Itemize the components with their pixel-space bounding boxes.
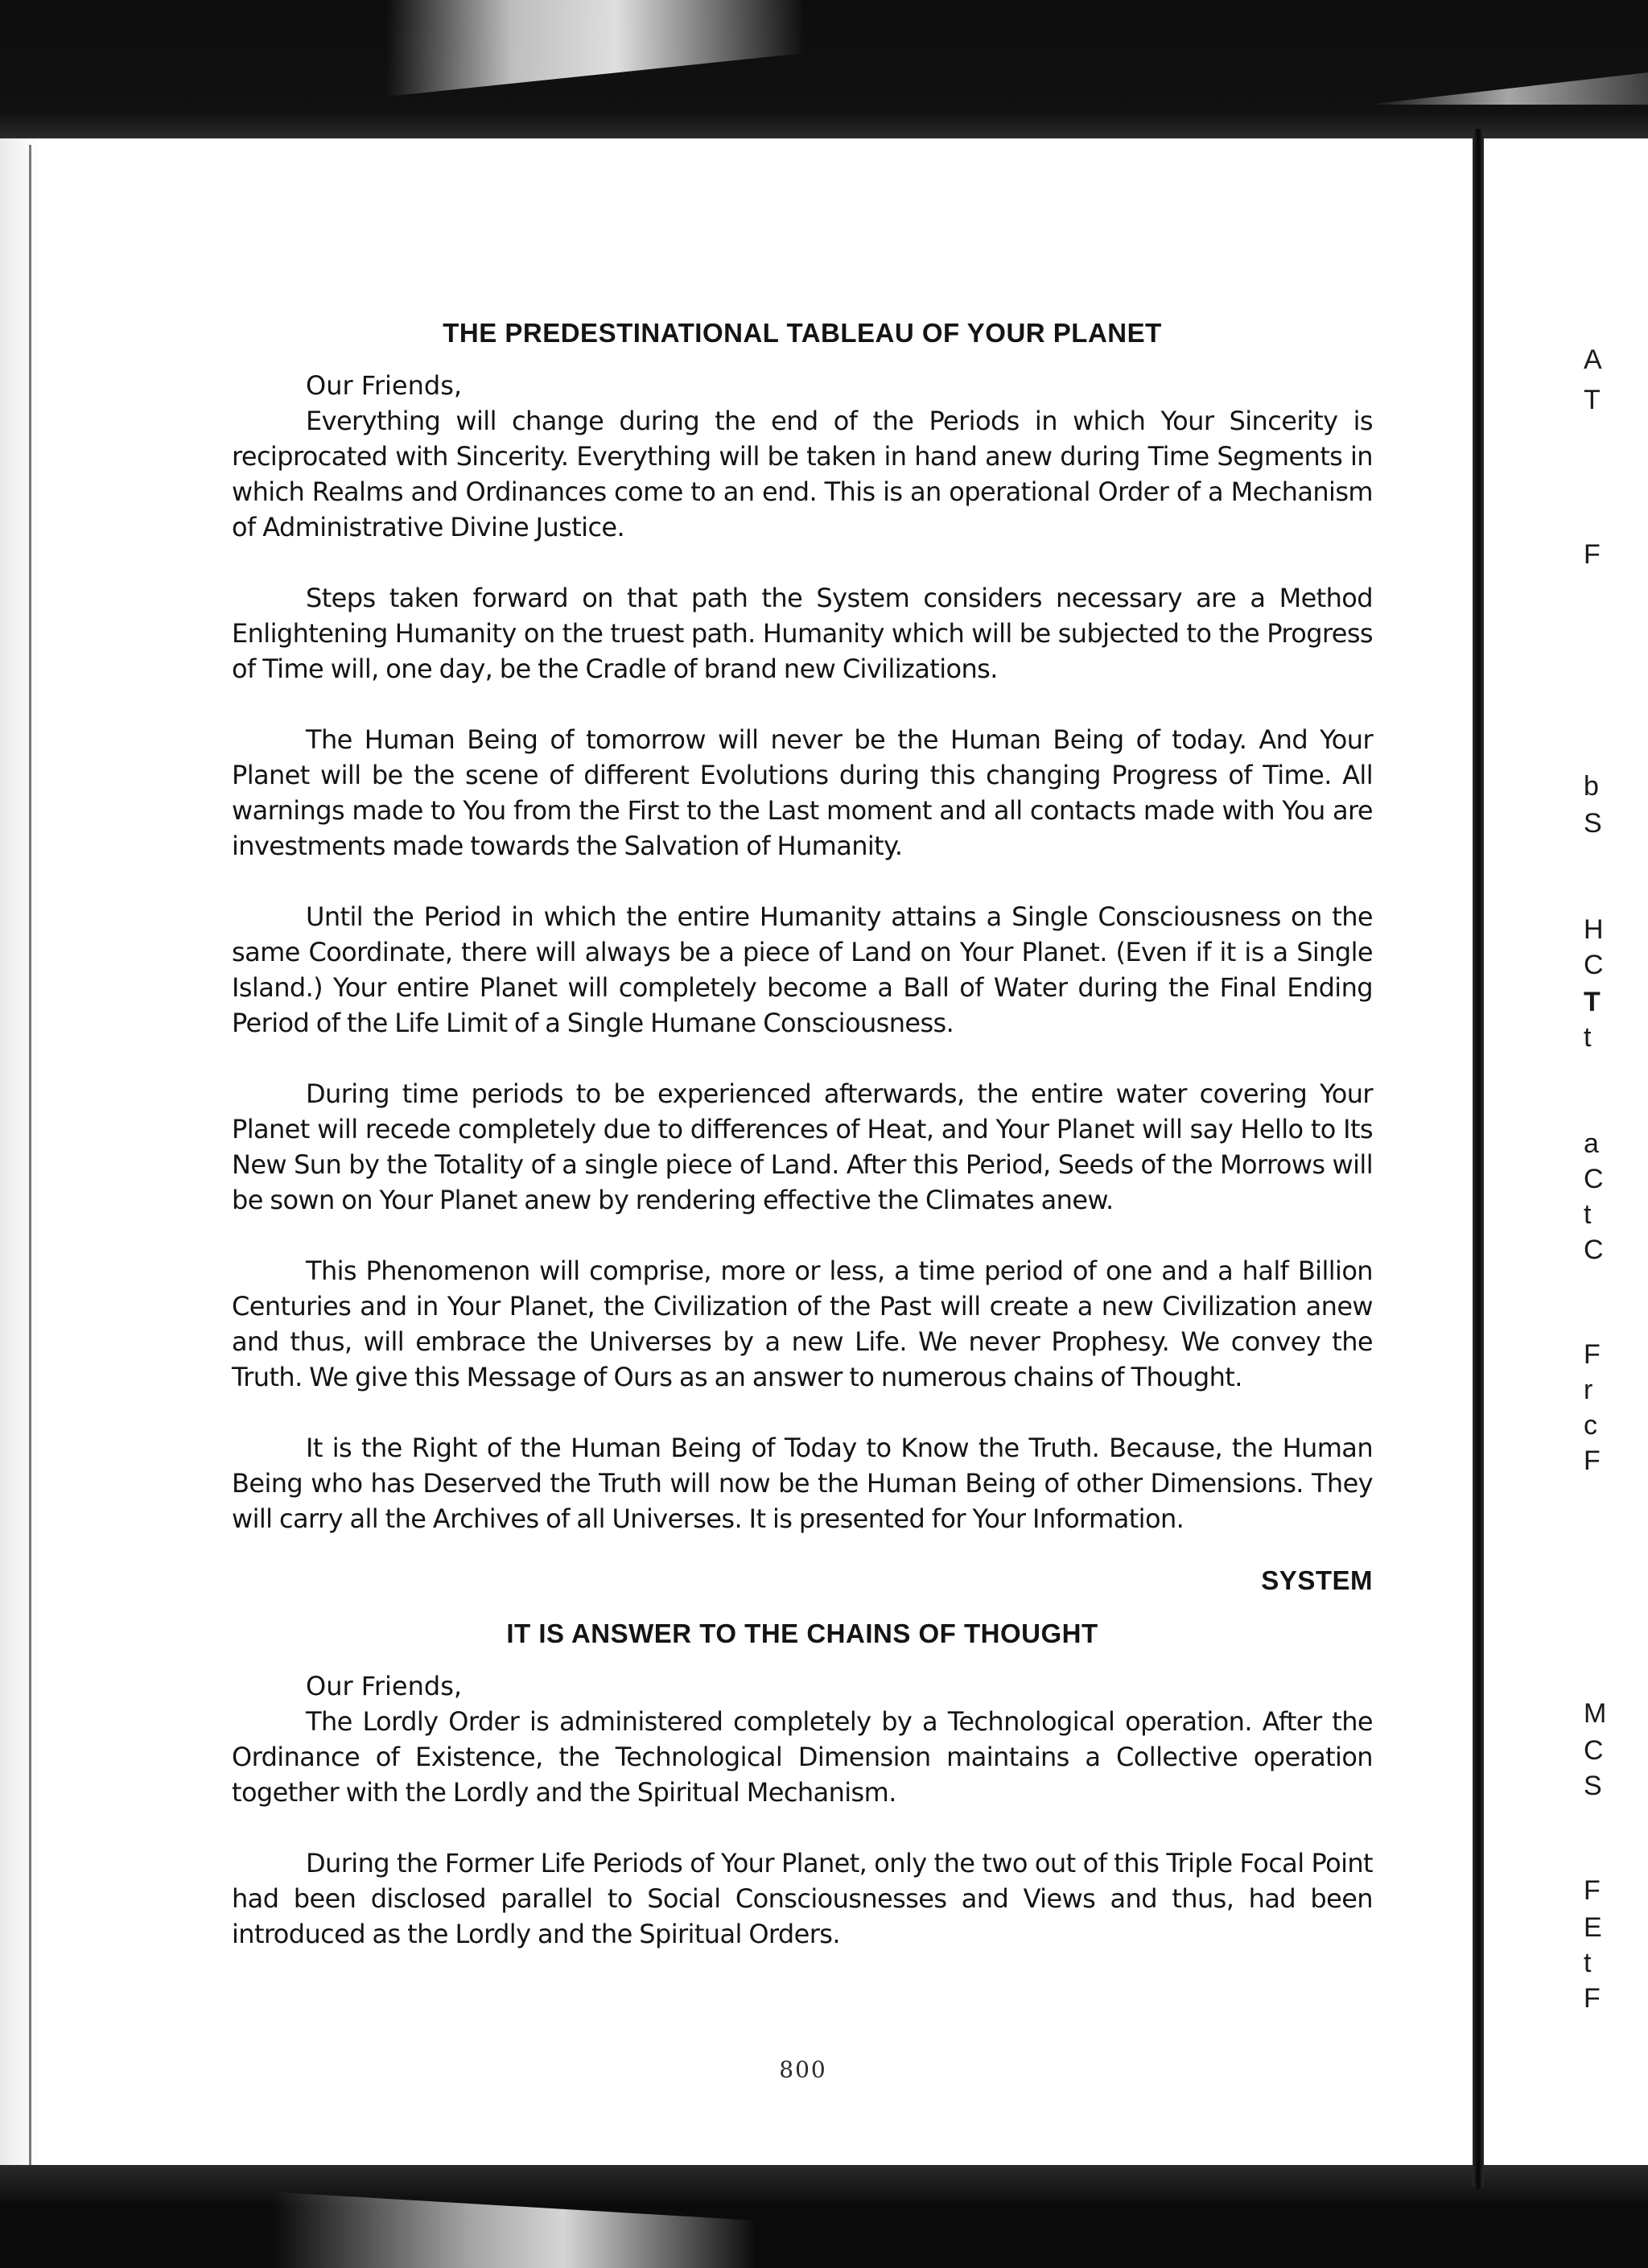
facing-page-letter: F	[1584, 1875, 1601, 1906]
facing-page-letter: H	[1584, 914, 1604, 945]
facing-page-letter: F	[1584, 539, 1601, 570]
paragraph: Until the Period in which the entire Humanity attains a Single Consciousness on the same Coordinate, there will always be a piece of Land on Your Planet. (Even if it is a Single Island.) Your entire Planet will completely become a Ball of Water during the Final Ending Period of the Life Limit of a Single Humane Consciousness.	[232, 901, 1373, 1038]
scan-border-left	[0, 138, 40, 2268]
paragraph: During time periods to be experienced afterwards, the entire water covering Your Planet will recede completely due to differences of Heat, and Your Planet will say Hello to Its New Sun by the Totality of a single piece of Land. After this Period, Seeds of the Morrows will be sown on Your Planet anew by rendering effective the Climates anew.	[232, 1078, 1373, 1215]
facing-page-letter: c	[1584, 1410, 1597, 1441]
page-number-text: 800	[779, 2056, 827, 2083]
facing-page-letter: r	[1584, 1375, 1593, 1405]
facing-page-letter: t	[1584, 1948, 1592, 1978]
facing-page-letter: a	[1584, 1128, 1599, 1159]
facing-page-letter: S	[1584, 808, 1602, 839]
paragraph: Everything will change during the end of the Periods in which Your Sincerity is reciprocated with Sincerity. Everything will be taken in hand anew during Time Segments in which Realms and Ordinances come to an end. This is an operational Order of a Mechanism of Administrative Divine Justice.	[232, 406, 1373, 542]
salutation: Our Friends,	[306, 370, 463, 401]
page-number	[0, 2056, 1648, 2083]
paragraph: The Human Being of tomorrow will never be the Human Being of today. And Your Planet will be the scene of different Evolutions during this changing Progress of Time. All warnings made to You from the First to the Last moment and all contacts made with You are investments made towards the Salvation of Humanity.	[232, 724, 1373, 861]
facing-page-letter: F	[1584, 1983, 1601, 2014]
signature: SYSTEM	[1261, 1565, 1373, 1595]
facing-page-letter: t	[1584, 1199, 1592, 1230]
section-title: IT IS ANSWER TO THE CHAINS OF THOUGHT	[506, 1619, 1098, 1648]
section-title: THE PREDESTINATIONAL TABLEAU OF YOUR PLANET	[443, 318, 1162, 348]
facing-page-letter: E	[1584, 1912, 1602, 1943]
paragraph: Steps taken forward on that path the System considers necessary are a Method Enlightening Humanity on the truest path. Humanity which will be subjected to the Progress of Time will, one day, be the Cradle of brand new Civilizations.	[232, 583, 1373, 684]
facing-page-letter: M	[1584, 1698, 1607, 1729]
facing-page-letter: C	[1584, 1235, 1604, 1265]
facing-page-letter: t	[1584, 1022, 1592, 1053]
salutation: Our Friends,	[306, 1671, 463, 1701]
facing-page-letter: T	[1584, 987, 1601, 1017]
scan-border-top	[0, 0, 1648, 138]
scan-border-bottom	[0, 2165, 1648, 2268]
paragraph: During the Former Life Periods of Your Planet, only the two out of this Triple Focal Point had been disclosed parallel to Social Consciousnesses and Views and thus, had been introduced as the Lordly and the Spiritual Orders.	[232, 1848, 1373, 1949]
book-gutter	[1473, 129, 1484, 2189]
paragraph: The Lordly Order is administered completely by a Technological operation. After the Ordinance of Existence, the Technological Dimension maintains a Collective operation together with the Lordly and the Spiritual Mechanism.	[232, 1706, 1373, 1808]
facing-page-letter: T	[1584, 385, 1601, 415]
facing-page-letter: F	[1584, 1445, 1601, 1476]
facing-page-letter: C	[1584, 1735, 1604, 1766]
facing-page-edge	[1484, 138, 1648, 2165]
facing-page-letter: F	[1584, 1339, 1601, 1370]
page-edge-line	[29, 145, 31, 2237]
facing-page-letter: A	[1584, 344, 1602, 375]
facing-page-letter: C	[1584, 1164, 1604, 1194]
facing-page-letter: S	[1584, 1771, 1602, 1801]
paragraph: It is the Right of the Human Being of Today to Know the Truth. Because, the Human Being who has Deserved the Truth will now be the Human Being of other Dimensions. They will carry all the Archives of all Universes. It is presented for Your Information.	[232, 1433, 1373, 1534]
page-content	[232, 318, 1373, 1987]
facing-page-letter: b	[1584, 771, 1599, 802]
paragraph: This Phenomenon will comprise, more or less, a time period of one and a half Billion Centuries and in Your Planet, the Civilization of the Past will create a new Civilization anew and thus, will embrace the Universes by a new Life. We never Prophesy. We convey the Truth. We give this Message of Ours as an answer to numerous chains of Thought.	[232, 1256, 1373, 1392]
facing-page-letter: C	[1584, 950, 1604, 980]
